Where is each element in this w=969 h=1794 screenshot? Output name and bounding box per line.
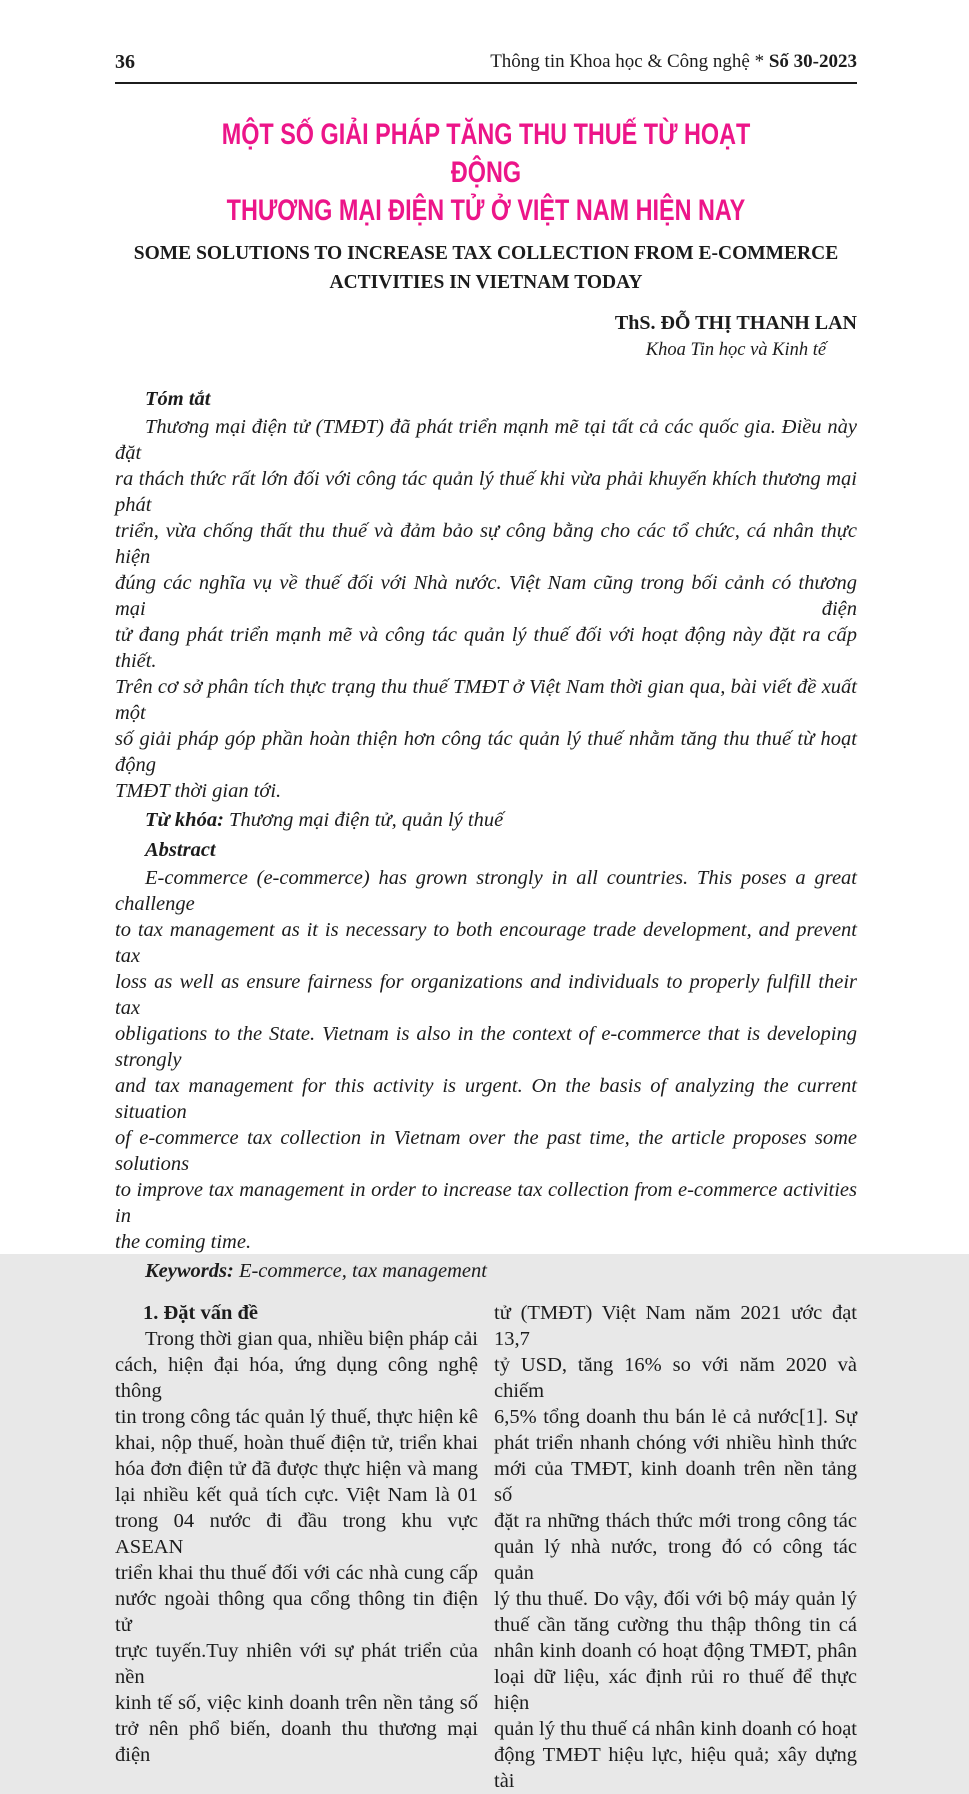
text-line: triển khai thu thuế đối với các nhà cung cấp xyxy=(115,1562,478,1584)
text-line: phát triển nhanh chóng với nhiều hình thức xyxy=(494,1432,857,1454)
body-column-right xyxy=(494,1300,857,1794)
text-line: đúng các nghĩa vụ về thuế đối với Nhà nước. Việt Nam cũng trong bối cảnh có thương mại điện xyxy=(115,572,857,620)
text-line: lại nhiều kết quả tích cực. Việt Nam là 01 xyxy=(115,1484,478,1506)
text-line: trực tuyến.Tuy nhiên với sự phát triển của nền xyxy=(115,1640,478,1688)
text-line: lý thu thuế. Do vậy, đối với bộ máy quản lý xyxy=(494,1588,857,1610)
body-right-paragraph xyxy=(494,1300,857,1794)
text-line: to tax management as it is necessary to both encourage trade development, and prevent tax xyxy=(115,919,857,967)
article-title-vi xyxy=(115,116,857,230)
author-affiliation: Khoa Tin học và Kinh tế xyxy=(645,340,827,360)
abstract-en-paragraph xyxy=(115,865,857,1255)
section-1-heading: 1. Đặt vấn đề xyxy=(143,1302,259,1324)
text-line: ra thách thức rất lớn đối với công tác quản lý thuế khi vừa phải khuyến khích thương mại phát xyxy=(115,468,857,516)
text-line: khai, nộp thuế, hoàn thuế điện tử, triển khai xyxy=(115,1432,478,1454)
text-line: đặt ra những thách thức mới trong công tác xyxy=(494,1510,857,1532)
text-line: quản lý nhà nước, trong đó có công tác quản xyxy=(494,1536,857,1584)
article-title-vi-line1: MỘT SỐ GIẢI PHÁP TĂNG THU THUẾ TỪ HOẠT ĐỘNG xyxy=(221,118,751,189)
text-line: động TMĐT hiệu lực, hiệu quả; xây dựng tài xyxy=(494,1744,857,1792)
abstract-en-heading: Abstract xyxy=(145,839,216,861)
text-line: Thương mại điện tử (TMĐT) đã phát triển mạnh mẽ tại tất cả các quốc gia. Điều này đặt xyxy=(115,416,857,464)
text-line: TMĐT thời gian tới. xyxy=(115,780,282,802)
keywords-en-value: E-commerce, tax management xyxy=(233,1260,487,1282)
text-line: 6,5% tổng doanh thu bán lẻ cả nước[1]. Sự xyxy=(494,1406,857,1428)
text-line: thuế cần tăng cường thu thập thông tin cá xyxy=(494,1614,857,1636)
text-line: of e-commerce tax collection in Vietnam over the past time, the article proposes some solutions xyxy=(115,1127,857,1175)
page-number: 36 xyxy=(115,51,135,73)
text-line: obligations to the State. Vietnam is also in the context of e-commerce that is developing strongly xyxy=(115,1023,857,1071)
keywords-en xyxy=(115,1258,857,1284)
text-line: Trên cơ sở phân tích thực trạng thu thuế TMĐT ở Việt Nam thời gian qua, bài viết đề xuất một xyxy=(115,676,857,724)
text-line: trở nên phổ biến, doanh thu thương mại điện xyxy=(115,1718,478,1766)
text-line: triển, vừa chống thất thu thuế và đảm bảo sự công bằng cho các tổ chức, cá nhân thực hiện xyxy=(115,520,857,568)
text-line: nhân kinh doanh có hoạt động TMĐT, phân xyxy=(494,1640,857,1662)
text-line: Trong thời gian qua, nhiều biện pháp cải xyxy=(145,1328,478,1350)
keywords-en-label: Keywords: xyxy=(145,1260,234,1282)
text-line: cách, hiện đại hóa, ứng dụng công nghệ thông xyxy=(115,1354,478,1402)
text-line: mới của TMĐT, kinh doanh trên nền tảng số xyxy=(494,1458,857,1506)
abstract-vi-heading: Tóm tắt xyxy=(145,388,211,410)
keywords-vi-value: Thương mại điện tử, quản lý thuế xyxy=(223,809,504,831)
text-line: kinh tế số, việc kinh doanh trên nền tảng số xyxy=(115,1692,478,1714)
body-column-left xyxy=(115,1300,478,1794)
keywords-vi xyxy=(115,807,857,833)
text-line: the coming time. xyxy=(115,1231,252,1253)
abstract-vi-paragraph xyxy=(115,414,857,804)
body-left-paragraph xyxy=(115,1326,478,1768)
text-line: loại dữ liệu, xác định rủi ro thuế để thực hiện xyxy=(494,1666,857,1714)
text-line: E-commerce (e-commerce) has grown strongly in all countries. This poses a great challenge xyxy=(115,867,857,915)
text-line: tỷ USD, tăng 16% so với năm 2020 và chiếm xyxy=(494,1354,857,1402)
text-line: tử đang phát triển mạnh mẽ và công tác quản lý thuế đối với hoạt động này đặt ra cấp thiết. xyxy=(115,624,857,672)
article-title-en-line2: ACTIVITIES IN VIETNAM TODAY xyxy=(329,272,643,293)
text-line: loss as well as ensure fairness for organizations and individuals to properly fulfill their tax xyxy=(115,971,857,1019)
article-title-vi-line2: THƯƠNG MẠI ĐIỆN TỬ Ở VIỆT NAM HIỆN NAY xyxy=(226,194,746,227)
journal-issue: Số 30-2023 xyxy=(768,51,857,72)
text-line: trong 04 nước đi đầu trong khu vực ASEAN xyxy=(115,1510,478,1558)
page-header xyxy=(115,50,857,74)
text-line: hóa đơn điện tử đã được thực hiện và mang xyxy=(115,1458,478,1480)
author-name: ThS. ĐỖ THỊ THANH LAN xyxy=(614,312,857,334)
article-title-en xyxy=(115,239,857,297)
text-line: tin trong công tác quản lý thuế, thực hiện kê xyxy=(115,1406,478,1428)
article-body xyxy=(115,1300,857,1794)
text-line: tử (TMĐT) Việt Nam năm 2021 ước đạt 13,7 xyxy=(494,1302,857,1350)
text-line: and tax management for this activity is urgent. On the basis of analyzing the current situation xyxy=(115,1075,857,1123)
author-block xyxy=(615,311,857,362)
journal-header xyxy=(490,50,857,74)
text-line: quản lý thu thuế cá nhân kinh doanh có hoạt xyxy=(494,1718,857,1740)
keywords-vi-label: Từ khóa: xyxy=(145,809,224,831)
article-title-en-line1: SOME SOLUTIONS TO INCREASE TAX COLLECTION FROM E-COMMERCE xyxy=(133,243,839,264)
text-line: nước ngoài thông qua cổng thông tin điện tử xyxy=(115,1588,478,1636)
text-line: số giải pháp góp phần hoàn thiện hơn công tác quản lý thuế nhằm tăng thu thuế từ hoạt động xyxy=(115,728,857,776)
journal-name: Thông tin Khoa học & Công nghệ * xyxy=(490,51,769,72)
header-rule xyxy=(115,82,857,84)
text-line: to improve tax management in order to increase tax collection from e-commerce activities in xyxy=(115,1179,857,1227)
